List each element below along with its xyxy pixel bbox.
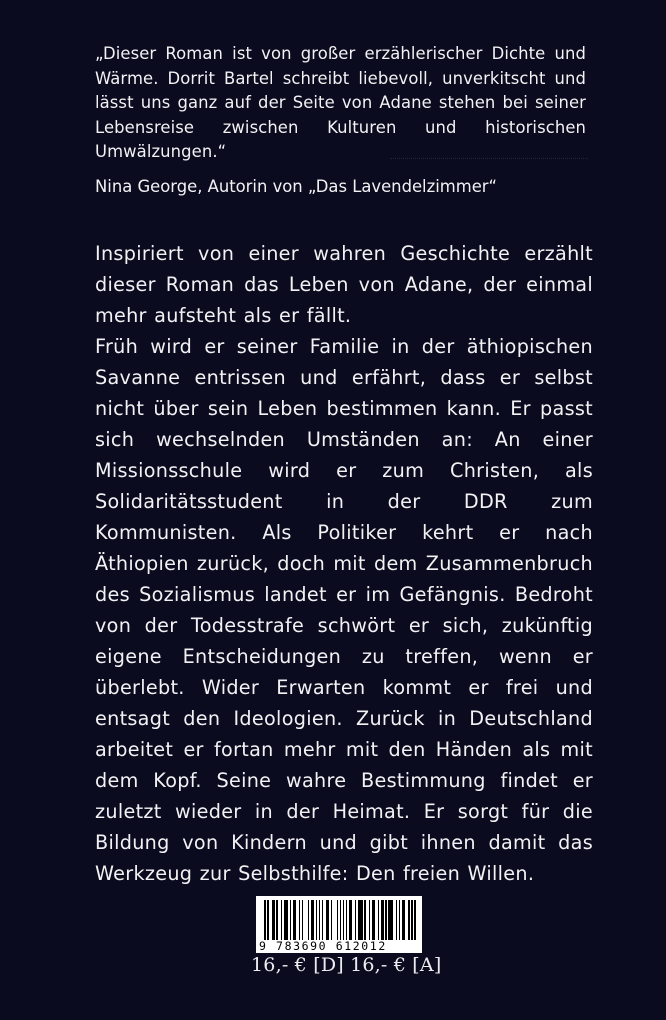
book-blurb: [95, 238, 593, 889]
review-quote: [95, 42, 586, 199]
quote-attribution: Nina George, Autorin von „Das Lavendelzimmer“: [95, 176, 498, 196]
isbn-barcode: [256, 896, 422, 953]
blurb-paragraph-2: Früh wird er seiner Familie in der äthiopischen Savanne entrissen und erfährt, dass er selbst nicht über sein Leben bestimmen kann. Er passt sich wechselnden Umständen an: An einer Missionsschule wird er zum Christen, als Solidaritätsstudent in der DDR zum Kommunisten. Als Politiker kehrt er nach Äthiopien zurück, doch mit dem Zusammenbruch des Sozialismus landet er im Gefängnis. Bedroht von der Todesstrafe schwört er sich, zukünftig eigene Entscheidungen zu treffen, wenn er überlebt. Wider Erwarten kommt er frei und entsagt den Ideologien. Zurück in Deutschland arbeitet er fortan mehr mit den Händen als mit dem Kopf. Seine wahre Bestimmung findet er zuletzt wieder in der Heimat. Er sorgt für die Bildung von Kindern und gibt ihnen damit das Werkzeug zur Selbsthilfe: Den freien Willen.: [95, 335, 593, 885]
barcode-bar: [414, 900, 416, 940]
price-label: 16,- € [D] 16,- € [A]: [251, 954, 442, 976]
isbn-number: 9 783690 612012: [259, 939, 387, 953]
dotted-line-artifact: [390, 158, 588, 159]
blurb-paragraph-1: Inspiriert von einer wahren Geschichte erzählt dieser Roman das Leben von Adane, der einmal mehr aufsteht als er fällt.: [95, 242, 593, 327]
quote-text: „Dieser Roman ist von großer erzählerischer Dichte und Wärme. Dorrit Bartel schreibt liebevoll, unverkitscht und lässt uns ganz auf der Seite von Adane stehen bei seiner Lebensreise zwischen Kulturen und historischen Umwälzungen.“: [95, 44, 586, 161]
barcode-bars: [264, 900, 416, 940]
